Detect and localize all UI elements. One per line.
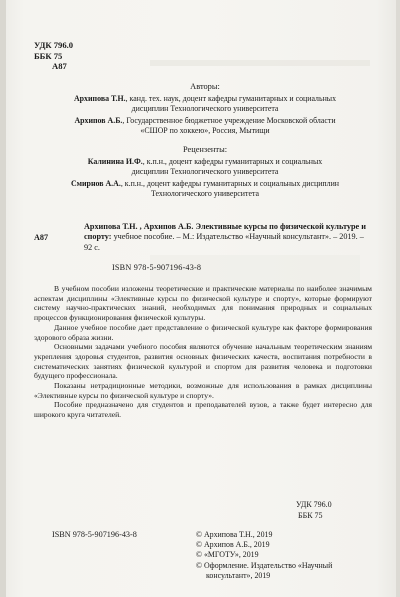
page-edge-left <box>0 0 6 597</box>
abstract-paragraph: Данное учебное пособие дает представление о физической культуре как факторе формирования здорового образа жизни. <box>34 322 372 342</box>
reviewer-desc: , к.п.н., доцент кафедры гуманитарных и социальных дисциплин <box>120 179 340 188</box>
classification-codes <box>34 40 73 72</box>
udk-code: УДК 796.0 <box>34 40 74 50</box>
abstract-paragraph: Пособие предназначено для студентов и преподавателей вузов, а также будет интересно для широкого круга читателей. <box>34 400 372 420</box>
author-name: Архипов А.Б. <box>74 116 123 125</box>
abstract-paragraph: Показаны нетрадиционные методики, возможные для использования в рамках дисциплины «Элективные курсы по физической культуре и спорту». <box>34 381 372 400</box>
book-imprint: учебное пособие. – М.: Издательство «Научный консультант». – 2019. – 92 с. <box>84 232 364 252</box>
book-author-mark: А87 <box>34 233 49 242</box>
copyright-line: © «МГОТУ», 2019 <box>196 550 259 560</box>
bbk-code: ББК 75 <box>298 510 323 520</box>
author-desc: «СШОР по хоккею», Россия, Мытищи <box>140 126 270 136</box>
bbk-code: ББК 75 <box>34 50 63 61</box>
author-entry <box>30 116 380 136</box>
reviewer-name: Калинина И.Ф. <box>87 157 143 166</box>
reviewer-name: Смирнов А.А. <box>70 179 121 188</box>
abstract <box>34 284 372 420</box>
reviewer-entry <box>30 179 380 199</box>
authors-label: Авторы: <box>190 82 220 91</box>
isbn-line: ISBN 978-5-907196-43-8 <box>112 263 202 272</box>
reviewers-label: Рецензенты: <box>182 145 228 154</box>
page-edge-right <box>396 0 400 597</box>
bottom-codes <box>296 500 332 521</box>
reviewer-desc: дисциплин Технологического университета <box>131 167 279 177</box>
author-mark: А87 <box>52 61 67 71</box>
copyright-line: © Архипов А.Б., 2019 <box>196 540 270 550</box>
copyright-line: © Архипова Т.Н., 2019 <box>196 530 273 539</box>
author-name: Архипова Т.Н. <box>73 94 126 103</box>
copyright-line: © Оформление. Издательство «Научный консультант», 2019 <box>196 560 333 580</box>
udk-code: УДК 796.0 <box>296 500 332 509</box>
bibliographic-record <box>84 222 374 253</box>
author-desc: дисциплин Технологического университета <box>131 104 279 114</box>
bleed-through-shadow <box>150 60 370 66</box>
reviewer-desc: Технологического университета <box>150 189 259 199</box>
reviewer-entry <box>30 157 380 177</box>
copyright-block <box>196 530 376 581</box>
book-title: Архипова Т.Н. , Архипов А.Б. Элективные курсы по физической культуре и спорту: <box>84 222 366 242</box>
abstract-paragraph: Основными задачами учебного пособия являются обучение начальным теоретическим знаниям укрепления здоровья студентов, развития основных физических качеств, воспитания потребности в систематических занятиях физической культурой и спортом для развития человека и подготовки будущего профессионала. <box>34 342 372 381</box>
isbn-bottom: ISBN 978-5-907196-43-8 <box>52 530 137 539</box>
abstract-paragraph: В учебном пособии изложены теоретические и практические материалы по наиболее значимым аспектам дисциплины «Элективные курсы по физической культуре и спорту», которые формируют систему научно-практических знаний, необходимых для понимания природных и социальных процессов функционирования физической культуры. <box>34 284 372 323</box>
author-desc: , канд. тех. наук, доцент кафедры гуманитарных и социальных <box>125 94 337 103</box>
reviewer-desc: , к.п.н., доцент кафедры гуманитарных и социальных <box>142 157 323 166</box>
author-desc: , Государственное бюджетное учреждение Московской области <box>122 116 336 125</box>
author-entry <box>30 94 380 114</box>
